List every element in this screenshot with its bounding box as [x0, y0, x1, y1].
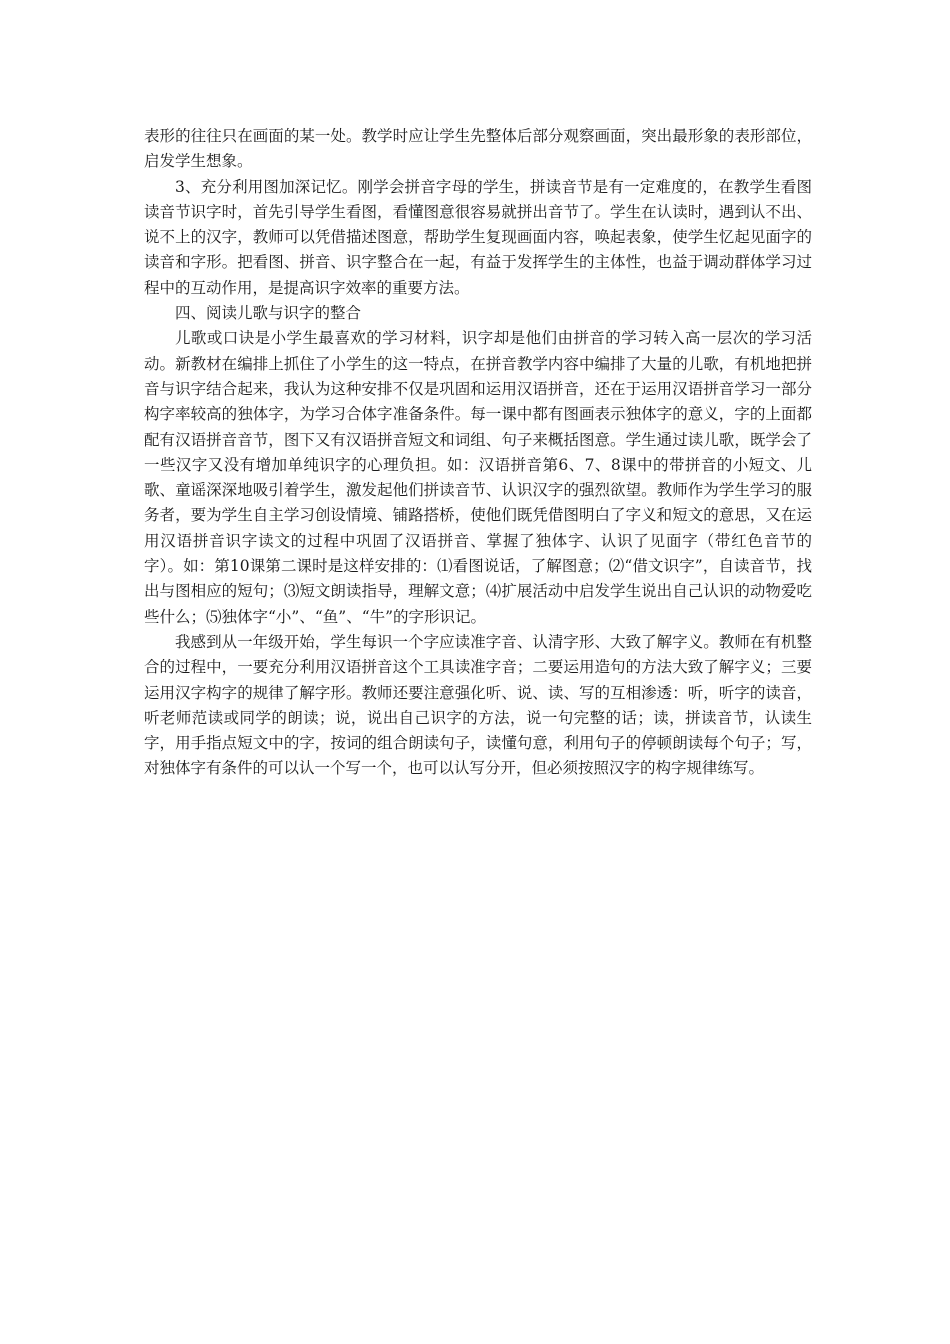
paragraph-conclusion: 我感到从一年级开始，学生每识一个字应读准字音、认清字形、大致了解字义。教师在有机整合的过程中，一要充分利用汉语拼音这个工具读准字音；二要运用造句的方法大致了解字义；三要运用汉字构字的规律了解字形。教师还要注意强化听、说、读、写的互相渗透：听，听字的读音，听老师范读或同学的朗读；说，说出自己识字的方法，说一句完整的话；读，拼读音节，认读生字，用手指点短文中的字，按词的组合朗读句子，读懂句意，利用句子的停顿朗读每个句子；写，对独体字有条件的可以认一个写一个，也可以认写分开，但必须按照汉字的构字规律练写。	[144, 632, 812, 778]
paragraph-point-3: 3、充分利用图加深记忆。刚学会拼音字母的学生，拼读音节是有一定难度的，在教学生看图读音节识字时，首先引导学生看图，看懂图意很容易就拼出音节了。学生在认读时，遇到认不出、说不上的汉字，教师可以凭借描述图意，帮助学生复现画面内容，唤起表象，使学生忆起见面字的读音和字形。把看图、拼音、识字整合在一起，有益于发挥学生的主体性，也益于调动群体学习过程中的互动作用，是提高识字效率的重要方法。	[144, 177, 812, 297]
paragraph-continuation: 表形的往往只在画面的某一处。教学时应让学生先整体后部分观察画面，突出最形象的表形部位，启发学生想象。	[144, 127, 812, 171]
paragraph-nursery-rhymes: 儿歌或口诀是小学生最喜欢的学习材料，识字却是他们由拼音的学习转入高一层次的学习活动。新教材在编排上抓住了小学生的这一特点，在拼音教学内容中编排了大量的儿歌，有机地把拼音与识字结合起来，我认为这种安排不仅是巩固和运用汉语拼音，还在于运用汉语拼音学习一部分构字率较高的独体字，为学习合体字准备条件。每一课中都有图画表示独体字的意义，字的上面都配有汉语拼音音节，图下又有汉语拼音短文和词组、句子来概括图意。学生通过读儿歌，既学会了一些汉字又没有增加单纯识字的心理负担。如：汉语拼音第6、7、8课中的带拼音的小短文、儿歌、童谣深深地吸引着学生，激发起他们拼读音节、认识汉字的强烈欲望。教师作为学生学习的服务者，要为学生自主学习创设情境、铺路搭桥，使他们既凭借图明白了字义和短文的意思，又在运用汉语拼音识字读文的过程中巩固了汉语拼音、掌握了独体字、认识了见面字（带红色音节的字）。如：第10课第二课时是这样安排的：⑴看图说话，了解图意；⑵“借文识字”，自读音节，找出与图相应的短句；⑶短文朗读指导，理解文意；⑷扩展活动中启发学生说出自己认识的动物爱吃些什么；⑸独体字“小”、“鱼”、“牛”的字形识记。	[144, 329, 812, 626]
section-heading-4: 四、阅读儿歌与识字的整合	[175, 304, 362, 323]
document-body	[144, 124, 812, 782]
